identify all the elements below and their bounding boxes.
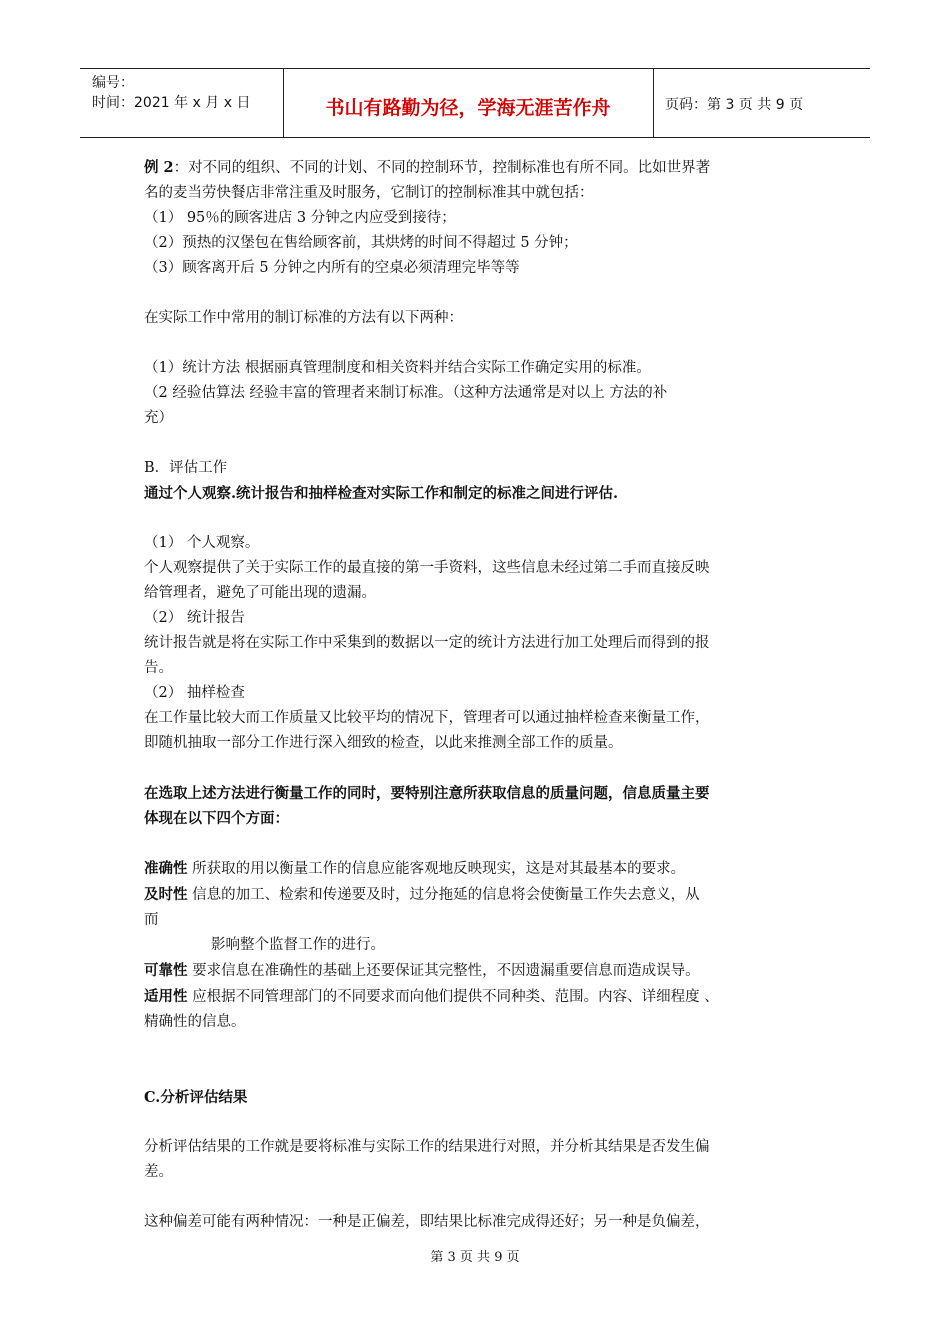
section-b-title: B．评估工作 [144,460,228,476]
observation-heading: （1） 个人观察。 [144,535,260,551]
section-c-text: 这种偏差可能有两种情况：一种是正偏差，即结果比标准完成得还好；另一种是负偏差， [144,1214,710,1230]
serial-label: 编号： [92,75,134,91]
observation-text: 个人观察提供了关于实际工作的最直接的第一手资料，这些信息未经过第二手而直接反映 [144,560,710,576]
example-item: （3）顾客离开后 5 分钟之内所有的空桌必须清理完毕等等 [144,260,520,276]
report-heading: （2） 统计报告 [144,610,245,626]
section-c-title: C.分析评估结果 [144,1089,248,1106]
page-footer: 第 3 页 共 9 页 [430,1250,520,1265]
report-text: 告。 [144,660,173,676]
example-item: （1） 95％的顾客进店 3 分钟之内应受到接待； [144,210,456,226]
date-label: 时间：2021 年 x 月 x 日 [92,95,251,111]
section-c-text: 分析评估结果的工作就是要将标准与实际工作的结果进行对照，并分析其结果是否发生偏 [144,1139,710,1155]
example-line-2: 名的麦当劳快餐店非常注重及时服务，它制订的控制标准其中就包括： [144,185,594,201]
method-experience-cont: 充） [144,410,173,426]
quality-intro: 在选取上述方法进行衡量工作的同时，要特别注意所获取信息的质量问题，信息质量主要 [144,785,710,802]
method-experience: （2 经验估算法 经验丰富的管理者来制订标准。（这种方法通常是对以上 方法的补 [144,385,668,401]
example-item: （2）预热的汉堡包在售给顾客前，其烘烤的时间不得超过 5 分钟； [144,235,578,251]
quality-reliability: 可靠性 要求信息在准确性的基础上还要保证其完整性，不因遗漏重要信息而造成误导。 [144,962,700,979]
example-label: 例 2 [144,159,174,176]
quality-applicability: 适用性 应根据不同管理部门的不同要求而向他们提供不同种类、范围。内容、详细程度 、 [144,988,719,1005]
header-meta [92,73,250,113]
quality-intro: 体现在以下四个方面： [144,810,289,827]
sampling-text: 在工作量比较大而工作质量又比较平均的情况下，管理者可以通过抽样检查来衡量工作， [144,710,710,726]
document-header [80,68,870,138]
section-b-lead: 通过个人观察.统计报告和抽样检查对实际工作和制定的标准之间进行评估. [144,485,619,502]
sampling-text: 即随机抽取一部分工作进行深入细致的检查，以此来推测全部工作的质量。 [144,735,623,751]
quality-timeliness: 及时性 信息的加工、检索和传递要及时，过分拖延的信息将会使衡量工作失去意义，从 [144,886,700,903]
quality-timeliness-cont: 而 [144,912,159,928]
document-body [144,155,816,1235]
quality-accuracy: 准确性 所获取的用以衡量工作的信息应能客观地反映现实，这是对其最基本的要求。 [144,860,686,877]
example-line-1: 例 2：对不同的组织、不同的计划、不同的控制环节，控制标准也有所不同。比如世界著 [144,159,711,176]
header-page-number: 页码：第 3 页 共 9 页 [665,97,804,113]
report-text: 统计报告就是将在实际工作中采集到的数据以一定的统计方法进行加工处理后而得到的报 [144,635,710,651]
methods-intro: 在实际工作中常用的制订标准的方法有以下两种： [144,310,463,326]
header-motto: 书山有路勤为径，学海无涯苦作舟 [325,97,611,119]
header-divider [653,69,654,137]
section-c-text: 差。 [144,1164,173,1180]
quality-applicability-cont: 精确性的信息。 [144,1014,246,1030]
quality-timeliness-cont: 影响整个监督工作的进行。 [211,937,385,953]
sampling-heading: （2） 抽样检查 [144,685,245,701]
method-statistical: （1）统计方法 根据丽真管理制度和相关资料并结合实际工作确定实用的标准。 [144,360,651,376]
observation-text: 给管理者，避免了可能出现的遗漏。 [144,585,376,601]
